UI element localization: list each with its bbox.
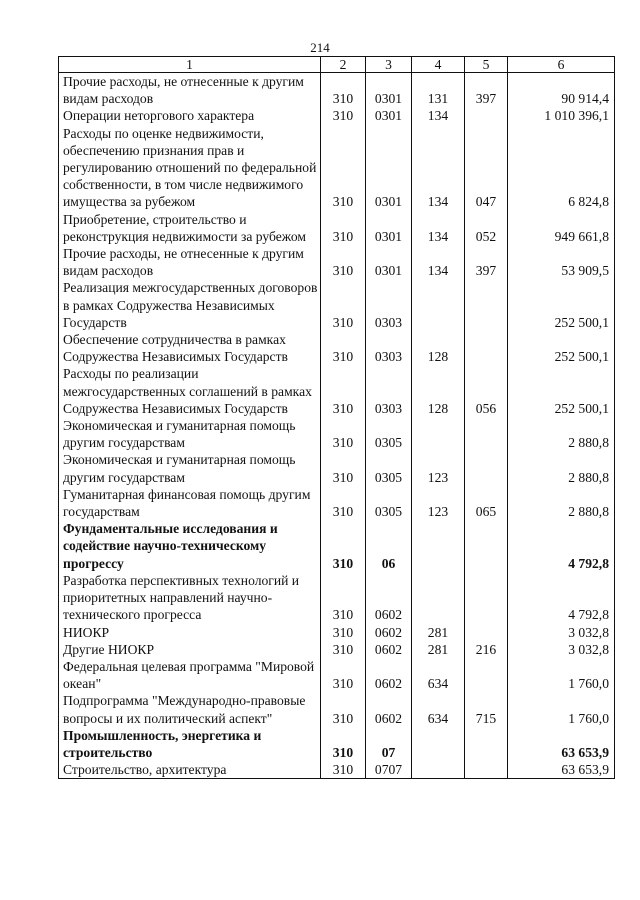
budget-table (58, 56, 615, 779)
row-col5-cell (465, 761, 508, 779)
header-col-1: 1 (59, 57, 321, 73)
row-name-cell: Строительство, архитектура (59, 761, 321, 779)
row-col2-cell: 310 (321, 125, 366, 211)
row-col3-cell: 0602 (366, 624, 412, 641)
row-col3-cell: 0301 (366, 73, 412, 108)
row-col2-cell: 310 (321, 107, 366, 124)
row-col3-cell: 0602 (366, 692, 412, 726)
row-col4-cell: 123 (412, 451, 465, 485)
row-name-cell: Разработка перспективных технологий и приоритетных направлений научно-технического прогресса (59, 572, 321, 624)
header-col-3: 3 (366, 57, 412, 73)
row-col3-cell: 0301 (366, 107, 412, 124)
row-amount-cell: 1 760,0 (508, 658, 615, 692)
row-col2-cell: 310 (321, 331, 366, 365)
row-col2-cell: 310 (321, 486, 366, 520)
row-col4-cell: 634 (412, 692, 465, 726)
table-row (59, 73, 615, 108)
row-col5-cell: 397 (465, 245, 508, 279)
row-col2-cell: 310 (321, 761, 366, 779)
row-amount-cell: 3 032,8 (508, 641, 615, 658)
row-col4-cell (412, 727, 465, 761)
header-row (59, 57, 615, 73)
table-row (59, 692, 615, 726)
row-name-cell: Операции неторгового характера (59, 107, 321, 124)
row-col5-cell: 047 (465, 125, 508, 211)
row-col5-cell (465, 107, 508, 124)
row-amount-cell: 63 653,9 (508, 761, 615, 779)
row-name-cell: Гуманитарная финансовая помощь другим государствам (59, 486, 321, 520)
row-col5-cell: 052 (465, 211, 508, 245)
table-row (59, 486, 615, 520)
row-col4-cell: 134 (412, 245, 465, 279)
row-col4-cell: 134 (412, 125, 465, 211)
row-col5-cell: 397 (465, 73, 508, 108)
table-row (59, 417, 615, 451)
row-name-cell: Подпрограмма "Международно-правовые вопросы и их политический аспект" (59, 692, 321, 726)
table-row (59, 211, 615, 245)
row-col2-cell: 310 (321, 641, 366, 658)
header-col-6: 6 (508, 57, 615, 73)
row-col3-cell: 0301 (366, 211, 412, 245)
row-name-cell: Федеральная целевая программа "Мировой океан" (59, 658, 321, 692)
row-col3-cell: 0602 (366, 658, 412, 692)
row-amount-cell: 63 653,9 (508, 727, 615, 761)
row-col5-cell (465, 727, 508, 761)
header-col-4: 4 (412, 57, 465, 73)
row-name-cell: Прочие расходы, не отнесенные к другим видам расходов (59, 245, 321, 279)
row-col3-cell: 0305 (366, 486, 412, 520)
row-col3-cell: 07 (366, 727, 412, 761)
row-amount-cell: 2 880,8 (508, 417, 615, 451)
row-col4-cell (412, 417, 465, 451)
row-col3-cell: 0303 (366, 279, 412, 331)
row-name-cell: Другие НИОКР (59, 641, 321, 658)
row-col5-cell: 056 (465, 365, 508, 417)
row-col3-cell: 0303 (366, 365, 412, 417)
row-col4-cell: 131 (412, 73, 465, 108)
row-amount-cell: 1 010 396,1 (508, 107, 615, 124)
row-col2-cell: 310 (321, 658, 366, 692)
row-col5-cell (465, 451, 508, 485)
row-col4-cell (412, 279, 465, 331)
row-amount-cell: 53 909,5 (508, 245, 615, 279)
row-col2-cell: 310 (321, 365, 366, 417)
table-row (59, 658, 615, 692)
row-col3-cell: 0305 (366, 417, 412, 451)
table-row (59, 641, 615, 658)
row-col5-cell (465, 417, 508, 451)
row-col2-cell: 310 (321, 727, 366, 761)
row-name-cell: Прочие расходы, не отнесенные к другим видам расходов (59, 73, 321, 108)
row-name-cell: Приобретение, строительство и реконструкция недвижимости за рубежом (59, 211, 321, 245)
row-col4-cell (412, 761, 465, 779)
row-col3-cell: 0602 (366, 641, 412, 658)
table-row (59, 624, 615, 641)
row-col4-cell: 123 (412, 486, 465, 520)
row-col4-cell: 281 (412, 641, 465, 658)
row-name-cell: Промышленность, энергетика и строительство (59, 727, 321, 761)
table-row (59, 451, 615, 485)
row-col2-cell: 310 (321, 692, 366, 726)
row-col5-cell (465, 658, 508, 692)
row-amount-cell: 949 661,8 (508, 211, 615, 245)
row-col5-cell (465, 279, 508, 331)
row-col3-cell: 0303 (366, 331, 412, 365)
header-col-5: 5 (465, 57, 508, 73)
row-col2-cell: 310 (321, 245, 366, 279)
row-col4-cell (412, 520, 465, 572)
row-amount-cell: 252 500,1 (508, 331, 615, 365)
row-col4-cell: 634 (412, 658, 465, 692)
row-amount-cell: 252 500,1 (508, 279, 615, 331)
table-row (59, 727, 615, 761)
row-amount-cell: 6 824,8 (508, 125, 615, 211)
row-col4-cell (412, 572, 465, 624)
table-row (59, 520, 615, 572)
row-name-cell: Экономическая и гуманитарная помощь другим государствам (59, 451, 321, 485)
row-amount-cell: 1 760,0 (508, 692, 615, 726)
row-col3-cell: 0707 (366, 761, 412, 779)
row-col4-cell: 134 (412, 211, 465, 245)
row-name-cell: Расходы по оценке недвижимости, обеспечению признания прав и регулированию отношений по федеральной собственности, в том числе недвижимого имущества за рубежом (59, 125, 321, 211)
row-col2-cell: 310 (321, 520, 366, 572)
table-row (59, 365, 615, 417)
row-amount-cell: 3 032,8 (508, 624, 615, 641)
row-amount-cell: 4 792,8 (508, 572, 615, 624)
row-col5-cell: 065 (465, 486, 508, 520)
header-col-2: 2 (321, 57, 366, 73)
table-row (59, 279, 615, 331)
table-row (59, 761, 615, 779)
row-col3-cell: 0301 (366, 245, 412, 279)
row-col4-cell: 128 (412, 365, 465, 417)
row-col3-cell: 0305 (366, 451, 412, 485)
row-col4-cell: 281 (412, 624, 465, 641)
row-col2-cell: 310 (321, 451, 366, 485)
row-name-cell: Экономическая и гуманитарная помощь другим государствам (59, 417, 321, 451)
row-col5-cell: 715 (465, 692, 508, 726)
row-name-cell: Обеспечение сотрудничества в рамках Содружества Независимых Государств (59, 331, 321, 365)
table-row (59, 331, 615, 365)
row-name-cell: НИОКР (59, 624, 321, 641)
row-name-cell: Фундаментальные исследования и содействие научно-техническому прогрессу (59, 520, 321, 572)
row-name-cell: Реализация межгосударственных договоров в рамках Содружества Независимых Государств (59, 279, 321, 331)
row-col3-cell: 0602 (366, 572, 412, 624)
row-col4-cell: 128 (412, 331, 465, 365)
table-row (59, 125, 615, 211)
row-col3-cell: 0301 (366, 125, 412, 211)
row-amount-cell: 90 914,4 (508, 73, 615, 108)
row-col4-cell: 134 (412, 107, 465, 124)
row-amount-cell: 2 880,8 (508, 451, 615, 485)
row-col5-cell (465, 624, 508, 641)
row-amount-cell: 4 792,8 (508, 520, 615, 572)
row-amount-cell: 252 500,1 (508, 365, 615, 417)
row-name-cell: Расходы по реализации межгосударственных соглашений в рамках Содружества Независимых Государств (59, 365, 321, 417)
row-col2-cell: 310 (321, 279, 366, 331)
row-amount-cell: 2 880,8 (508, 486, 615, 520)
table-row (59, 107, 615, 124)
row-col5-cell: 216 (465, 641, 508, 658)
page-number: 214 (310, 40, 330, 55)
row-col5-cell (465, 331, 508, 365)
table-row (59, 245, 615, 279)
row-col2-cell: 310 (321, 73, 366, 108)
row-col5-cell (465, 520, 508, 572)
row-col5-cell (465, 572, 508, 624)
table-row (59, 572, 615, 624)
row-col2-cell: 310 (321, 624, 366, 641)
row-col2-cell: 310 (321, 211, 366, 245)
row-col2-cell: 310 (321, 417, 366, 451)
row-col2-cell: 310 (321, 572, 366, 624)
row-col3-cell: 06 (366, 520, 412, 572)
